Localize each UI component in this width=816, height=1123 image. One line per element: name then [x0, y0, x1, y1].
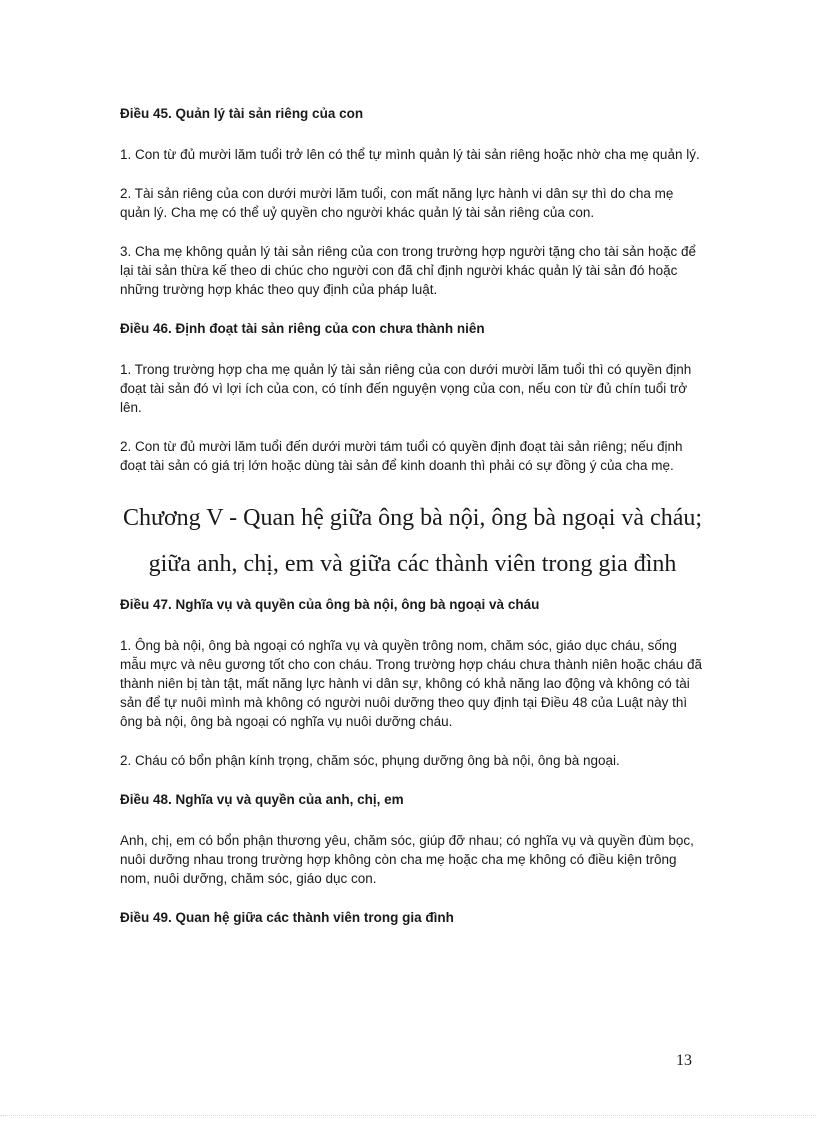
article-48: [120, 790, 705, 888]
article-47: [120, 595, 705, 770]
article-heading: Điều 48. Nghĩa vụ và quyền của anh, chị, em: [120, 792, 404, 807]
page-number: 13: [676, 1052, 692, 1069]
article-heading: Điều 46. Định đoạt tài sản riêng của con chưa thành niên: [120, 321, 485, 336]
paragraph: Anh, chị, em có bổn phận thương yêu, chăm sóc, giúp đỡ nhau; có nghĩa vụ và quyền đùm bọc, nuôi dưỡng nhau trong trường hợp không còn cha mẹ hoặc cha mẹ không có điều kiện trông nom, nuôi dưỡng, chăm sóc, giáo dục con.: [120, 833, 694, 886]
article-49: [120, 908, 705, 927]
chapter-title: [90, 495, 735, 587]
chapter-title-line-2: giữa anh, chị, em và giữa các thành viên trong gia đình: [148, 551, 677, 577]
document-page: [120, 104, 705, 949]
article-heading: Điều 45. Quản lý tài sản riêng của con: [120, 106, 364, 121]
paragraph: 2. Tài sản riêng của con dưới mười lăm tuổi, con mất năng lực hành vi dân sự thì do cha mẹ quản lý. Cha mẹ có thể uỷ quyền cho người khác quản lý tài sản riêng của con.: [120, 186, 674, 220]
article-heading: Điều 47. Nghĩa vụ và quyền của ông bà nội, ông bà ngoại và cháu: [120, 597, 540, 612]
chapter-title-line-1: Chương V - Quan hệ giữa ông bà nội, ông bà ngoại và cháu;: [122, 505, 703, 531]
paragraph: 3. Cha mẹ không quản lý tài sản riêng của con trong trường hợp người tặng cho tài sản hoặc để lại tài sản thừa kế theo di chúc cho người con đã chỉ định người khác quản lý tài sản đó hoặc những trường hợp khác theo quy định của pháp luật.: [120, 244, 696, 297]
paragraph: 2. Con từ đủ mười lăm tuổi đến dưới mười tám tuổi có quyền định đoạt tài sản riêng; nếu định đoạt tài sản có giá trị lớn hoặc dùng tài sản để kinh doanh thì phải có sự đồng ý của cha mẹ.: [120, 439, 683, 473]
article-46: [120, 319, 705, 475]
page-bottom-divider: [0, 1115, 816, 1116]
paragraph: 1. Ông bà nội, ông bà ngoại có nghĩa vụ và quyền trông nom, chăm sóc, giáo dục cháu, sống mẫu mực và nêu gương tốt cho con cháu. Trong trường hợp cháu chưa thành niên hoặc cháu đã thành niên bị tàn tật, mất năng lực hành vi dân sự, không có khả năng lao động và không có tài sản để tự nuôi mình mà không có người nuôi dưỡng theo quy định tại Điều 48 của Luật này thì ông bà nội, ông bà ngoại có nghĩa vụ nuôi dưỡng cháu.: [120, 638, 703, 729]
paragraph: 1. Trong trường hợp cha mẹ quản lý tài sản riêng của con dưới mười lăm tuổi thì có quyền định đoạt tài sản đó vì lợi ích của con, có tính đến nguyện vọng của con, nếu con từ đủ chín tuổi trở lên.: [120, 362, 692, 415]
article-45: [120, 104, 705, 299]
paragraph: 2. Cháu có bổn phận kính trọng, chăm sóc, phụng dưỡng ông bà nội, ông bà ngoại.: [120, 753, 620, 768]
paragraph: 1. Con từ đủ mười lăm tuổi trở lên có thể tự mình quản lý tài sản riêng hoặc nhờ cha mẹ quản lý.: [120, 147, 700, 162]
article-heading: Điều 49. Quan hệ giữa các thành viên trong gia đình: [120, 910, 454, 925]
